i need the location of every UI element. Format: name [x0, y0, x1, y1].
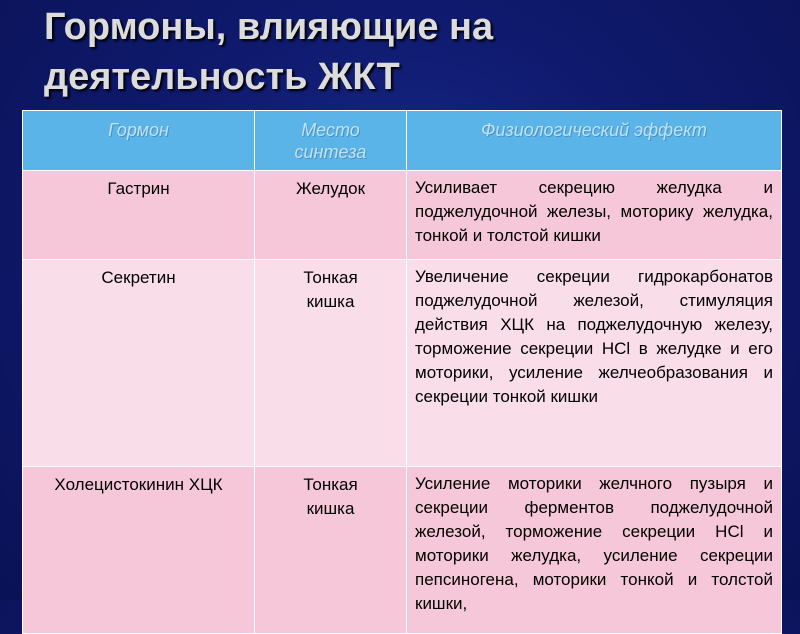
cell-site: Желудок — [255, 171, 407, 260]
cell-hormone: Секретин — [23, 260, 255, 467]
cell-hormone: Холецистокинин ХЦК — [23, 467, 255, 634]
table-row — [23, 171, 782, 260]
hormones-table — [22, 110, 782, 634]
cell-hormone: Гастрин — [23, 171, 255, 260]
cell-effect: Увеличение секреции гидрокарбонатов поджелудочной железой, стимуляция действия ХЦК на поджелудочную железу, торможение секреции HCl в желудке и его моторики, усиление желчеобразования и секреции тонкой кишки — [407, 260, 782, 467]
table-row — [23, 260, 782, 467]
title-line-2: деятельность ЖКТ — [44, 56, 400, 98]
header-site: Место синтеза — [255, 111, 407, 171]
header-effect: Физиологический эффект — [407, 111, 782, 171]
table-header-row — [23, 111, 782, 171]
cell-site: Тонкая кишка — [255, 467, 407, 634]
cell-effect: Усиливает секрецию желудка и поджелудочной железы, моторику желудка, тонкой и толстой кишки — [407, 171, 782, 260]
cell-site: Тонкая кишка — [255, 260, 407, 467]
header-hormone: Гормон — [23, 111, 255, 171]
table-row — [23, 467, 782, 634]
cell-effect: Усиление моторики желчного пузыря и секреции ферментов поджелудочной железой, торможение секреции HCl и моторики желудка, усиление секреции пепсиногена, моторики тонкой и толстой кишки, — [407, 467, 782, 634]
title-line-1: Гормоны, влияющие на — [44, 6, 494, 48]
slide-title — [44, 2, 493, 102]
